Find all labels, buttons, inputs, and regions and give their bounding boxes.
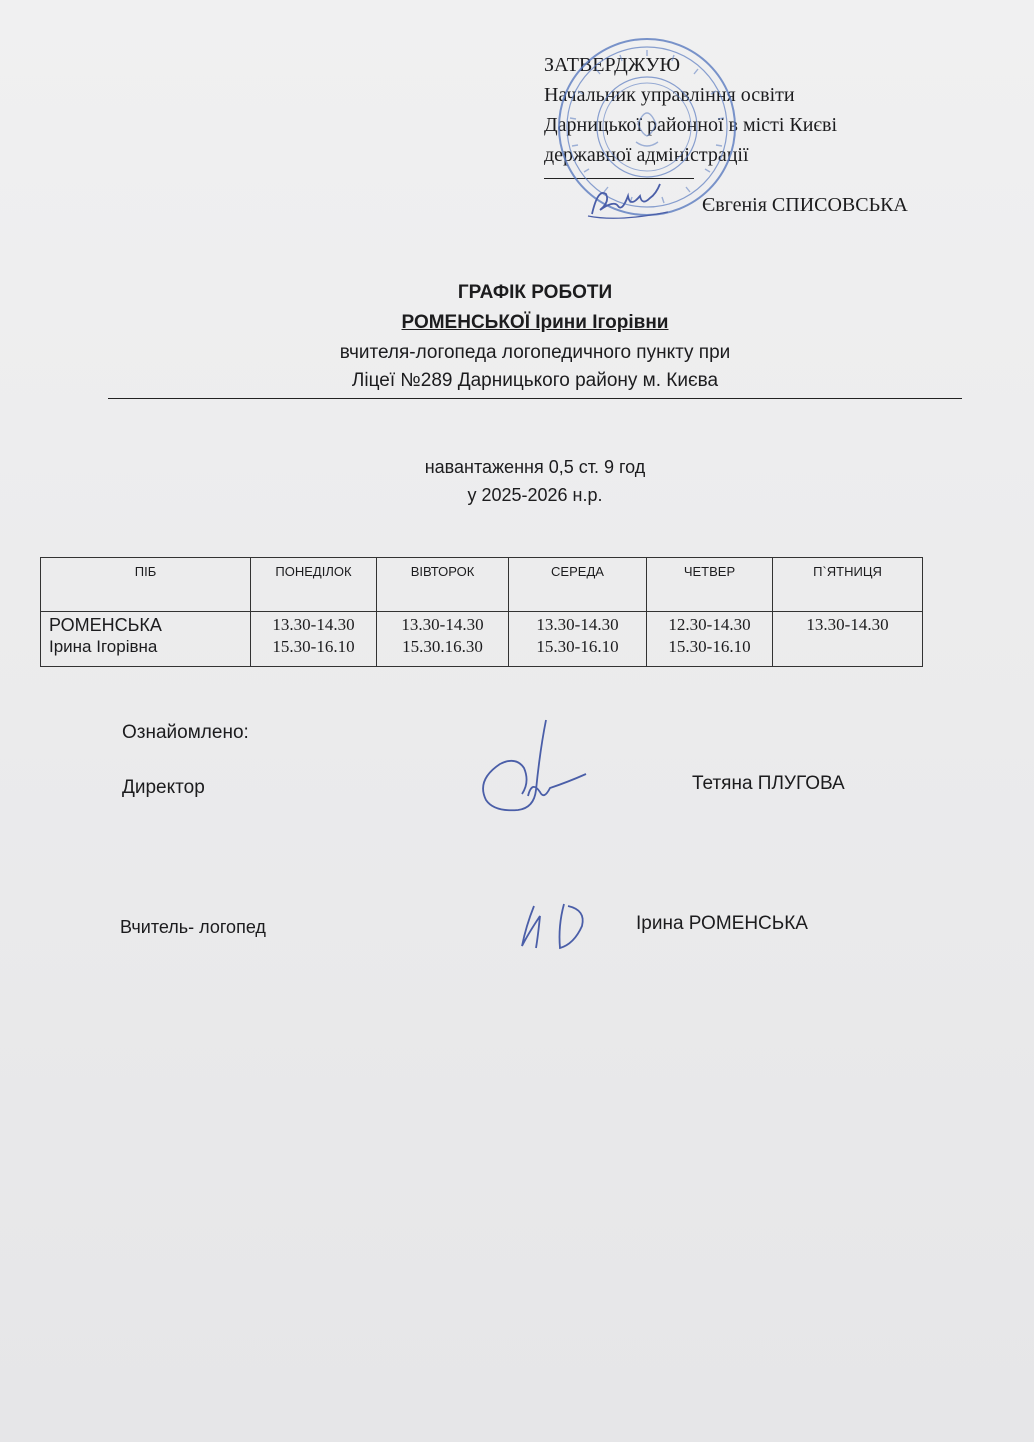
- time-slot: 13.30-14.30: [806, 615, 889, 634]
- table-row: [41, 612, 923, 667]
- cell-name: [41, 612, 251, 667]
- director-role: Директор: [122, 777, 205, 798]
- time-slot: 15.30-16.10: [668, 637, 751, 656]
- approver-signature: [584, 176, 674, 226]
- column-header: П`ЯТНИЦЯ: [773, 558, 923, 612]
- column-header: ПІБ: [41, 558, 251, 612]
- document-title: ГРАФІК РОБОТИ: [457, 282, 613, 303]
- column-header: ПОНЕДІЛОК: [251, 558, 377, 612]
- cell-wednesday: [509, 612, 647, 667]
- time-slot: 13.30-14.30: [401, 615, 484, 634]
- director-signature: [470, 716, 590, 824]
- column-header: СЕРЕДА: [509, 558, 647, 612]
- time-slot: 13.30-14.30: [272, 615, 355, 634]
- workload-text: навантаження 0,5 ст. 9 год: [424, 457, 646, 477]
- approval-header: ЗАТВЕРДЖУЮ: [544, 54, 681, 76]
- surname: РОМЕНСЬКА: [49, 615, 162, 635]
- time-slot: 13.30-14.30: [536, 615, 619, 634]
- approval-signer-name: Євгенія СПИСОВСЬКА: [702, 194, 908, 216]
- cell-monday: [251, 612, 377, 667]
- teacher-signature: [508, 900, 598, 956]
- given-names: Ірина Ігорівна: [49, 637, 158, 656]
- time-slot: 15.30-16.10: [272, 637, 355, 656]
- column-header: ЧЕТВЕР: [647, 558, 773, 612]
- cell-thursday: [647, 612, 773, 667]
- approval-line-1: Начальник управління освіти: [544, 84, 795, 106]
- acknowledged-label: Ознайомлено:: [122, 722, 249, 743]
- approval-line-3: державної адміністрації: [544, 144, 749, 166]
- institution-name: Ліцеї №289 Дарницького району м. Києва: [351, 370, 719, 391]
- director-name: Тетяна ПЛУГОВА: [692, 773, 845, 794]
- column-header: ВІВТОРОК: [377, 558, 509, 612]
- time-slot: 15.30.16.30: [402, 637, 483, 656]
- schedule-table: [40, 557, 923, 667]
- time-slot: 12.30-14.30: [668, 615, 751, 634]
- person-position: вчителя-логопеда логопедичного пункту при: [339, 342, 731, 363]
- schedule-header-row: [41, 558, 923, 612]
- person-name: РОМЕНСЬКОЇ Ірини Ігорівни: [401, 312, 669, 333]
- teacher-role: Вчитель- логопед: [120, 917, 266, 937]
- approval-line-2: Дарницької районної в місті Києві: [544, 114, 838, 136]
- title-divider: [108, 398, 962, 399]
- time-slot: 15.30-16.10: [536, 637, 619, 656]
- teacher-name: Ірина РОМЕНСЬКА: [636, 913, 808, 934]
- cell-friday: [773, 612, 923, 667]
- workload-block: [0, 453, 1034, 509]
- cell-tuesday: [377, 612, 509, 667]
- academic-year: у 2025-2026 н.р.: [467, 485, 603, 505]
